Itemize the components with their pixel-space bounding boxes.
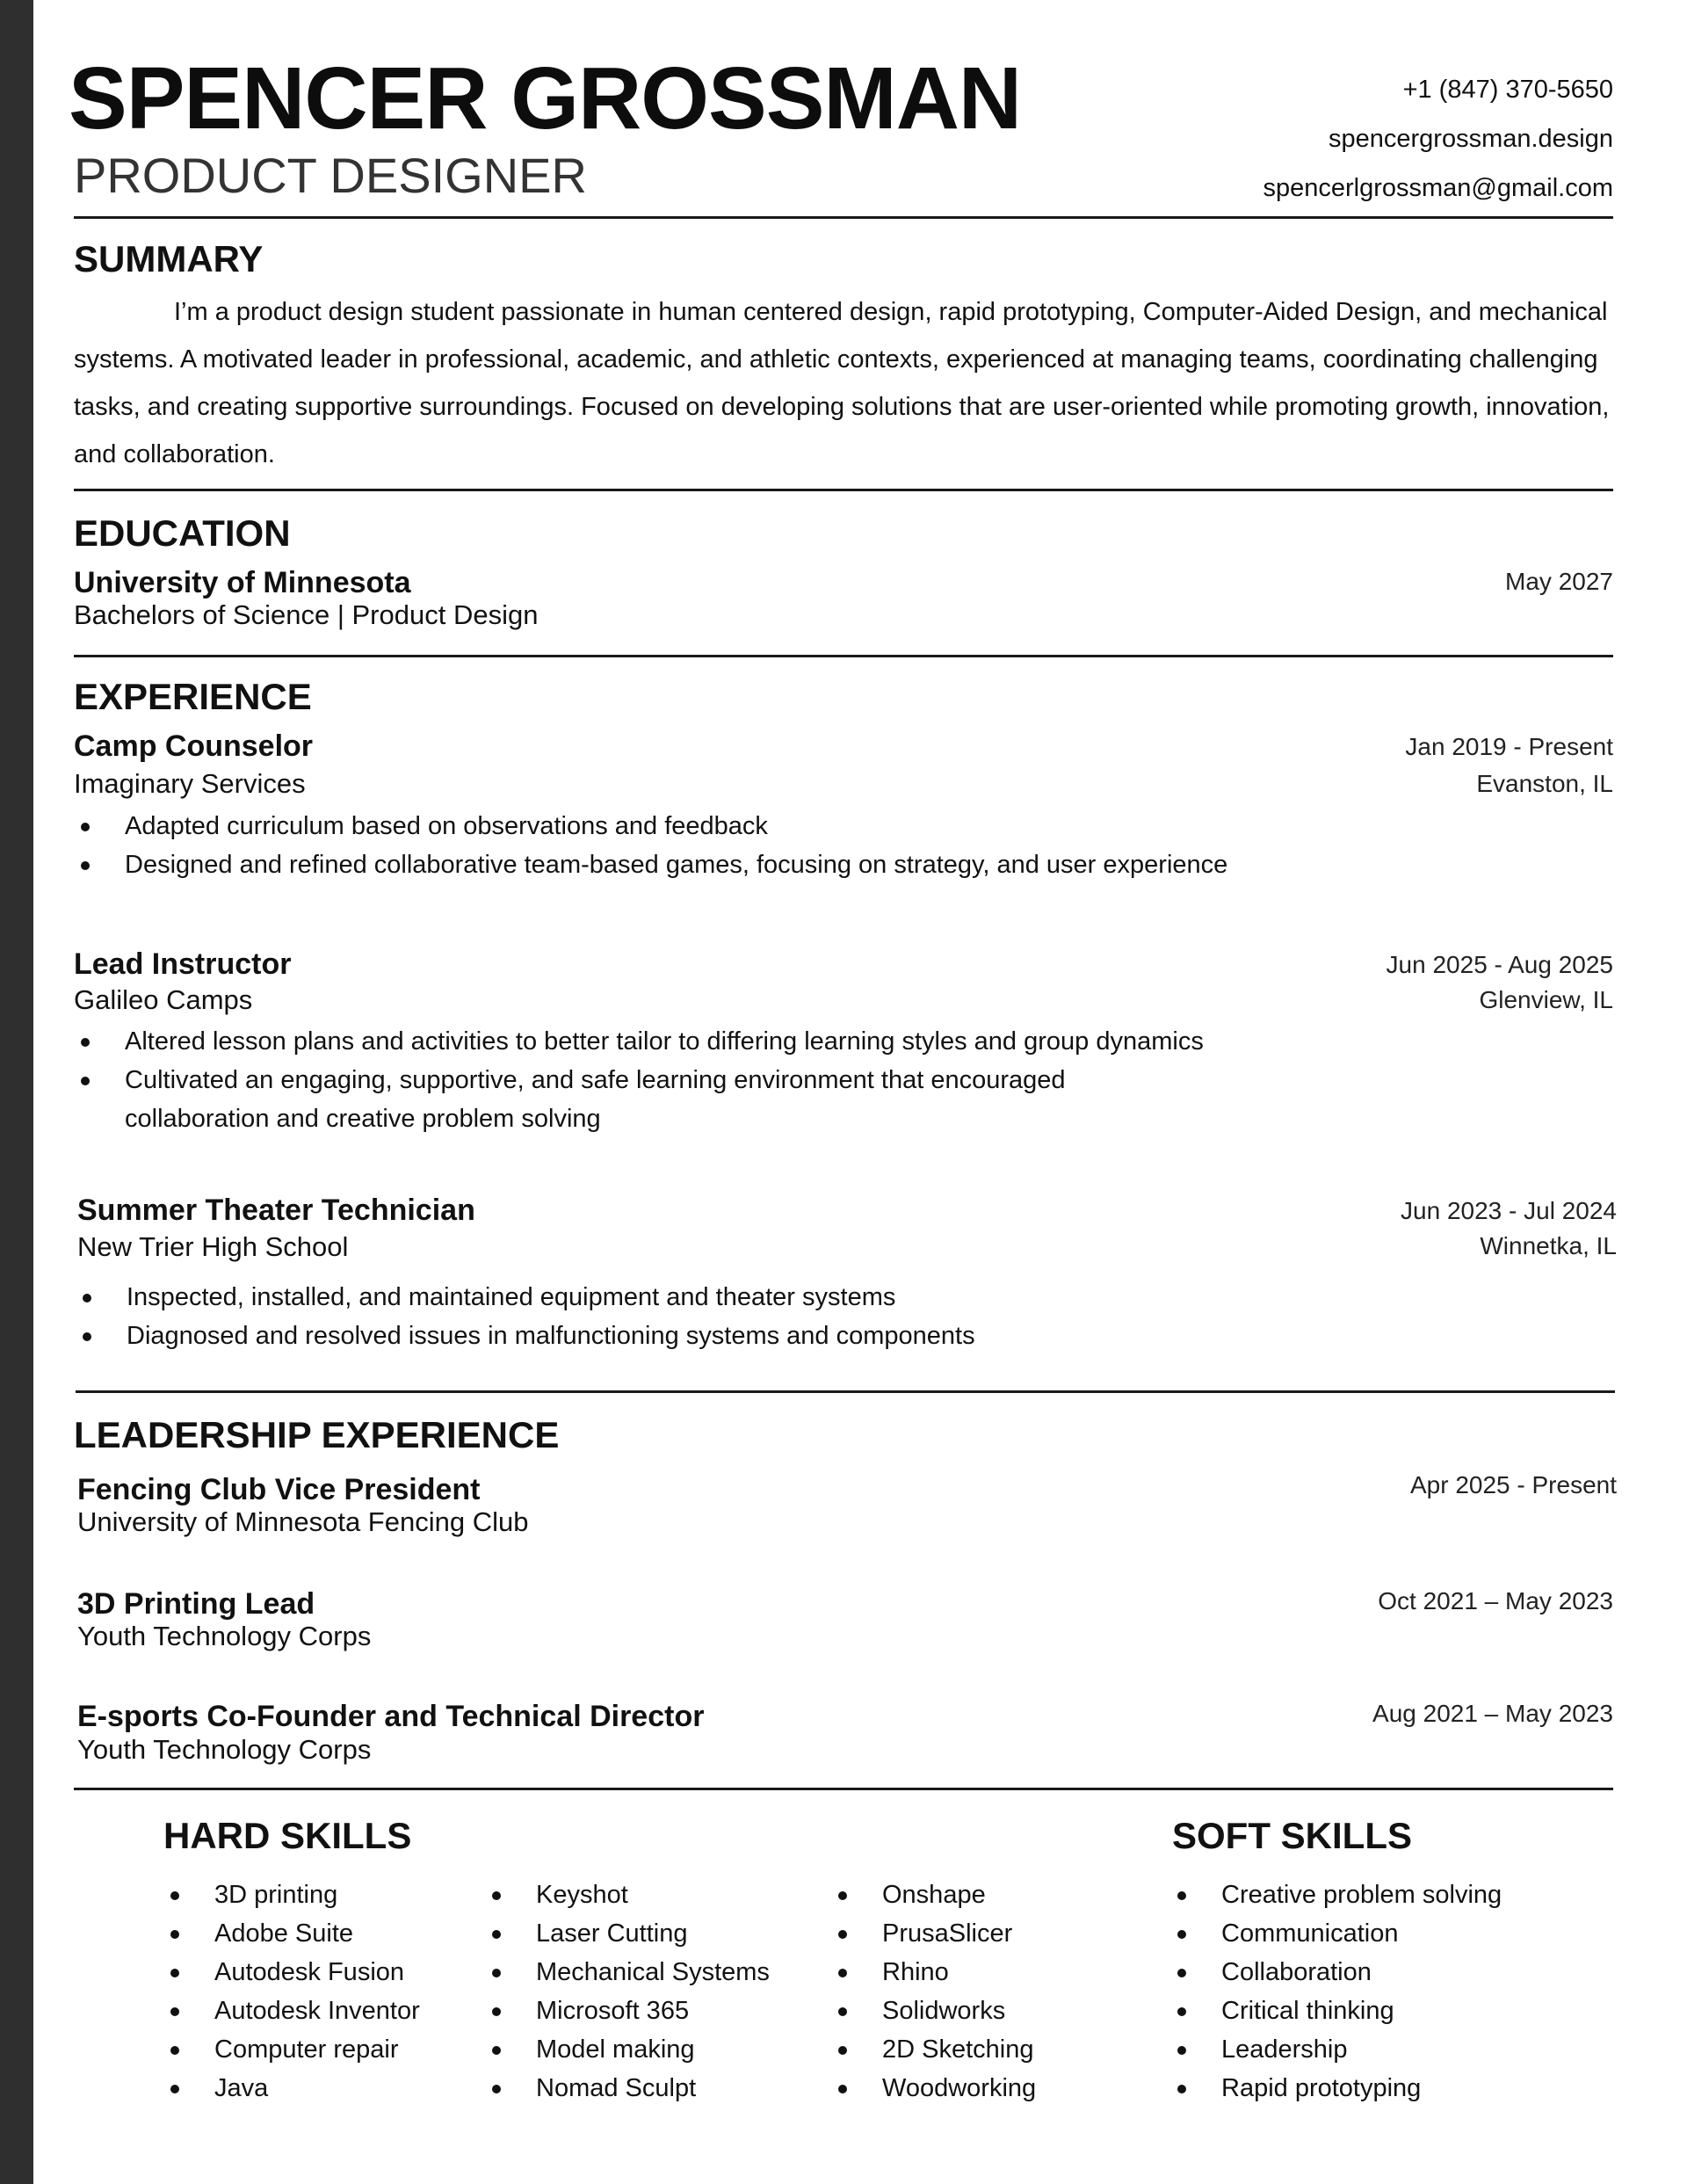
list-item: Nomad Sculpt bbox=[485, 2069, 819, 2108]
header-divider bbox=[74, 216, 1613, 219]
list-item: Laser Cutting bbox=[485, 1914, 819, 1953]
list-item: Adobe Suite bbox=[163, 1914, 462, 1953]
job-organization: New Trier High School bbox=[77, 1231, 349, 1262]
website-link[interactable]: spencergrossman.design bbox=[1328, 125, 1613, 153]
list-item: Keyshot bbox=[485, 1876, 819, 1914]
phone-number: +1 (847) 370-5650 bbox=[1402, 76, 1613, 104]
leadership-organization: Youth Technology Corps bbox=[77, 1621, 372, 1651]
list-item: Altered lesson plans and activities to better tailor to differing learning styles and group dynamics bbox=[74, 1022, 1216, 1061]
job-bullets bbox=[76, 1278, 1615, 1355]
list-item: Mechanical Systems bbox=[485, 1953, 819, 1992]
list-item: Rapid prototyping bbox=[1170, 2069, 1575, 2108]
leadership-organization: Youth Technology Corps bbox=[77, 1734, 372, 1765]
list-item: Designed and refined collaborative team-based games, focusing on strategy, and user experience bbox=[74, 845, 1613, 884]
hard-skills-column-1 bbox=[163, 1876, 462, 2108]
experience-heading: EXPERIENCE bbox=[74, 676, 312, 717]
summary-text: I’m a product design student passionate in human centered design, rapid prototyping, Computer-Aided Design, and mechanical systems. A motivated leader in professional, academic, and athletic contexts, experienced at managing teams, coordinating challenging tasks, and creating supportive surroundings. Focused on developing solutions that are user-oriented while promoting growth, innovation, and collaboration. bbox=[74, 298, 1610, 468]
list-item: Autodesk Fusion bbox=[163, 1953, 462, 1992]
list-item: Woodworking bbox=[831, 2069, 1095, 2108]
list-item: Rhino bbox=[831, 1953, 1095, 1992]
job-location: Winnetka, IL bbox=[1480, 1232, 1617, 1259]
soft-skills-heading: SOFT SKILLS bbox=[1172, 1815, 1412, 1856]
resume-page bbox=[69, 0, 1617, 2184]
summary-divider bbox=[74, 489, 1613, 491]
leadership-heading: LEADERSHIP EXPERIENCE bbox=[74, 1414, 560, 1455]
list-item: Java bbox=[163, 2069, 462, 2108]
list-item: Cultivated an engaging, supportive, and safe learning environment that encouraged collaboration and creative problem solving bbox=[74, 1061, 1216, 1138]
job-location: Glenview, IL bbox=[1479, 986, 1613, 1013]
candidate-name: SPENCER GROSSMAN bbox=[69, 49, 1022, 148]
leadership-dates: Aug 2021 – May 2023 bbox=[1372, 1700, 1613, 1727]
list-item: Solidworks bbox=[831, 1992, 1095, 2030]
job-location: Evanston, IL bbox=[1476, 770, 1613, 797]
list-item: Onshape bbox=[831, 1876, 1095, 1914]
list-item: Diagnosed and resolved issues in malfunctioning systems and components bbox=[76, 1317, 1615, 1355]
list-item: Autodesk Inventor bbox=[163, 1992, 462, 2030]
leadership-role: Fencing Club Vice President bbox=[77, 1473, 481, 1506]
soft-skills-list bbox=[1170, 1876, 1575, 2108]
list-item: Adapted curriculum based on observations and feedback bbox=[74, 807, 1613, 845]
leadership-organization: University of Minnesota Fencing Club bbox=[77, 1506, 529, 1537]
summary-heading: SUMMARY bbox=[74, 238, 264, 279]
list-item: Collaboration bbox=[1170, 1953, 1575, 1992]
job-bullets bbox=[74, 807, 1613, 884]
list-item: Leadership bbox=[1170, 2030, 1575, 2069]
experience-divider bbox=[76, 1390, 1615, 1393]
leadership-dates: Apr 2025 - Present bbox=[1409, 1471, 1617, 1498]
job-organization: Galileo Camps bbox=[74, 984, 253, 1015]
graduation-date: May 2027 bbox=[1505, 568, 1613, 595]
job-dates: Jun 2025 - Aug 2025 bbox=[1386, 951, 1613, 978]
job-title: Camp Counselor bbox=[74, 729, 314, 763]
hard-skills-column-3 bbox=[831, 1876, 1095, 2108]
list-item: Microsoft 365 bbox=[485, 1992, 819, 2030]
hard-skills-column-2 bbox=[485, 1876, 819, 2108]
education-heading: EDUCATION bbox=[74, 512, 291, 554]
job-title: Summer Theater Technician bbox=[77, 1194, 475, 1227]
list-item: Communication bbox=[1170, 1914, 1575, 1953]
list-item: PrusaSlicer bbox=[831, 1914, 1095, 1953]
list-item: Computer repair bbox=[163, 2030, 462, 2069]
school-name: University of Minnesota bbox=[74, 566, 411, 599]
hard-skills-heading: HARD SKILLS bbox=[163, 1815, 412, 1856]
job-dates: Jun 2023 - Jul 2024 bbox=[1401, 1197, 1617, 1224]
list-item: Model making bbox=[485, 2030, 819, 2069]
candidate-role: PRODUCT DESIGNER bbox=[74, 148, 587, 203]
email-link[interactable]: spencerlgrossman@gmail.com bbox=[1263, 174, 1613, 202]
job-organization: Imaginary Services bbox=[74, 768, 306, 799]
list-item: Critical thinking bbox=[1170, 1992, 1575, 2030]
job-bullets bbox=[74, 1022, 1216, 1138]
leadership-role: E-sports Co-Founder and Technical Director bbox=[77, 1700, 705, 1733]
sidebar-bar bbox=[0, 0, 33, 2184]
job-title: Lead Instructor bbox=[74, 947, 292, 981]
leadership-role: 3D Printing Lead bbox=[77, 1587, 315, 1621]
list-item: 3D printing bbox=[163, 1876, 462, 1914]
leadership-divider bbox=[74, 1788, 1613, 1790]
leadership-dates: Oct 2021 – May 2023 bbox=[1378, 1587, 1613, 1614]
education-divider bbox=[74, 655, 1613, 657]
list-item: Inspected, installed, and maintained equipment and theater systems bbox=[76, 1278, 1615, 1317]
list-item: 2D Sketching bbox=[831, 2030, 1095, 2069]
job-dates: Jan 2019 - Present bbox=[1405, 733, 1613, 760]
list-item: Creative problem solving bbox=[1170, 1876, 1575, 1914]
degree: Bachelors of Science | Product Design bbox=[74, 599, 539, 630]
